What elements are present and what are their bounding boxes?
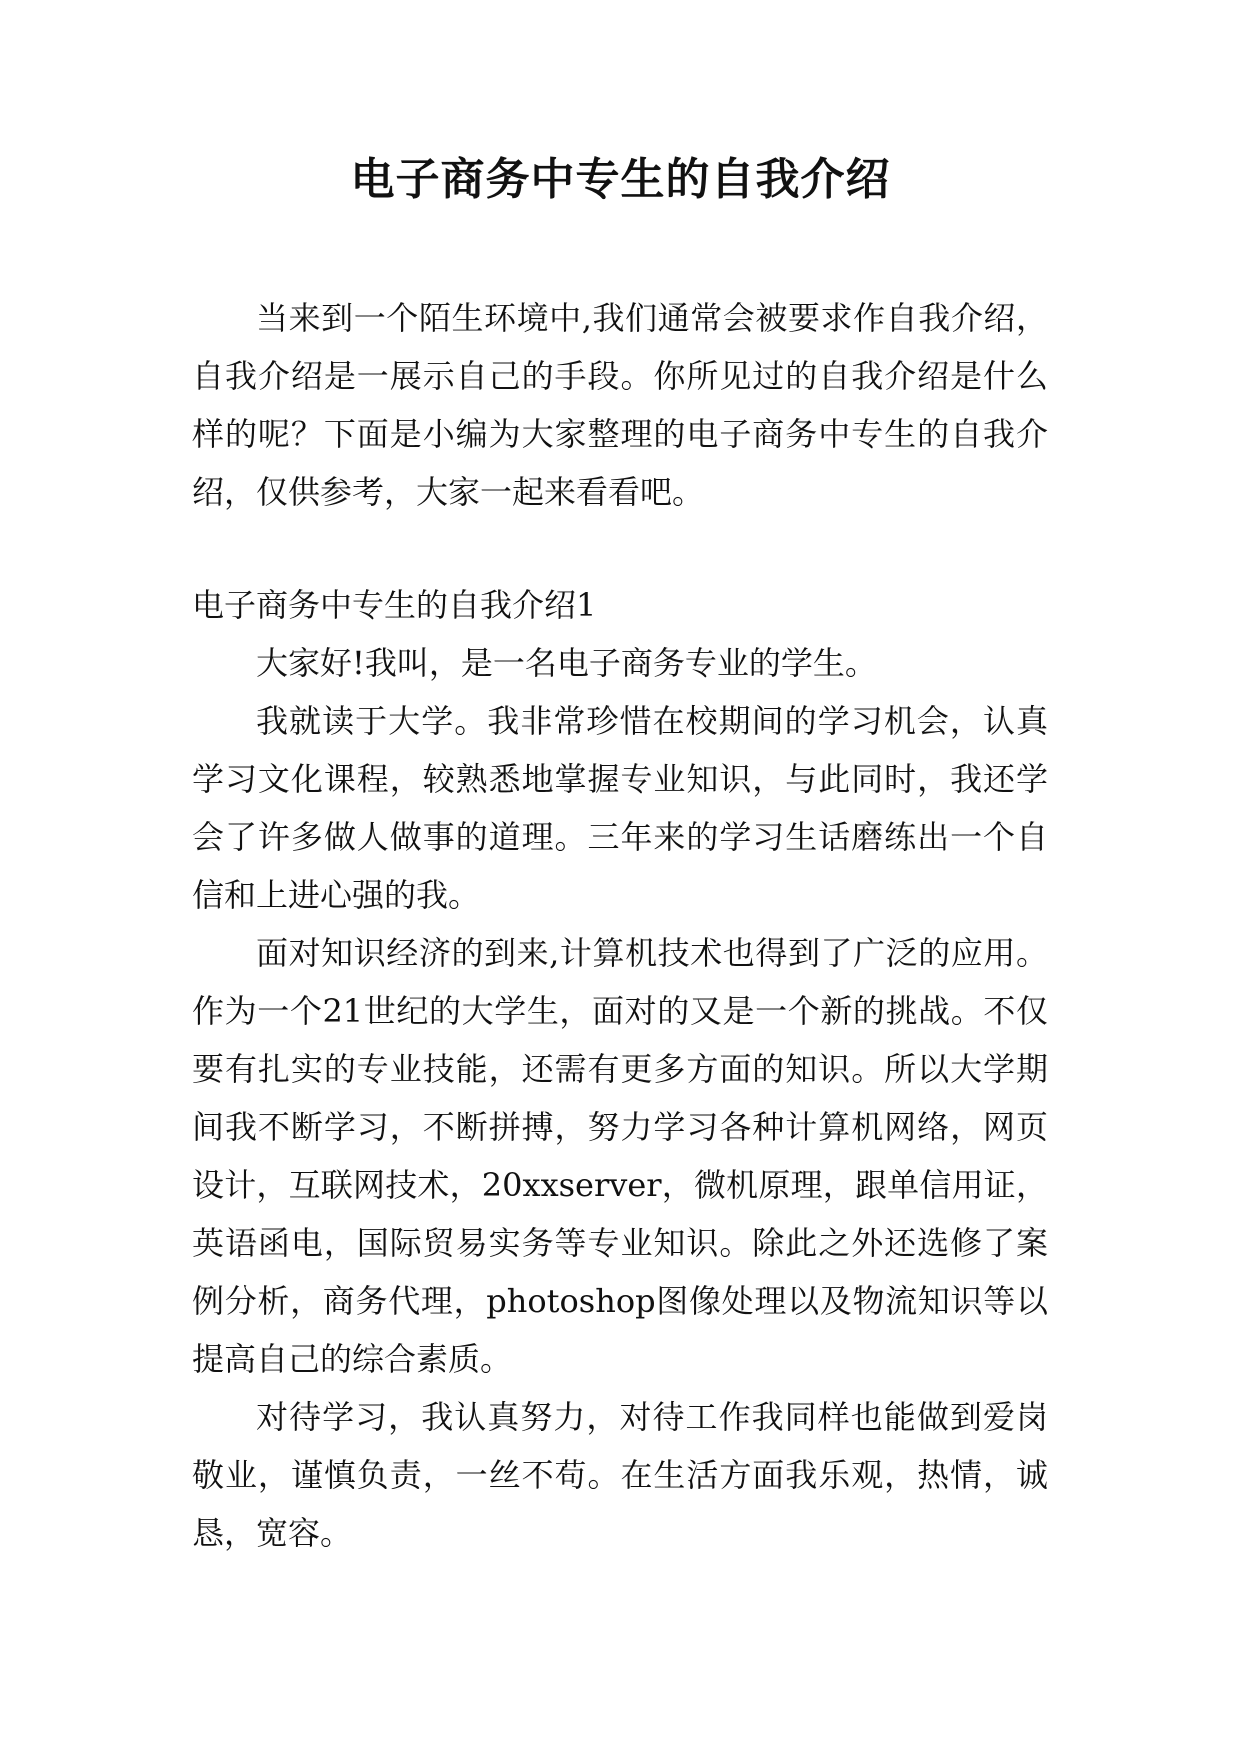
document-body [192,289,1048,1562]
body-paragraph-1: 大家好!我叫，是一名电子商务专业的学生。 [256,644,877,682]
body-paragraph-2: 我就读于大学。我非常珍惜在校期间的学习机会，认真学习文化课程，较熟悉地掌握专业知识，与此同时，我还学会了许多做人做事的道理。三年来的学习生话磨练出一个自信和上进心强的我。 [192,702,1048,914]
section-heading: 电子商务中专生的自我介绍1 [192,586,597,624]
intro-paragraph: 当来到一个陌生环境中,我们通常会被要求作自我介绍，自我介绍是一展示自己的手段。你所见过的自我介绍是什么样的呢？下面是小编为大家整理的电子商务中专生的自我介绍，仅供参考，大家一起来看看吧。 [192,299,1048,511]
body-paragraph-4: 对待学习，我认真努力，对待工作我同样也能做到爱岗敬业，谨慎负责，一丝不苟。在生活方面我乐观，热情，诚恳，宽容。 [192,1398,1048,1552]
document-title: 电子商务中专生的自我介绍 [350,154,891,205]
body-paragraph-3: 面对知识经济的到来,计算机技术也得到了广泛的应用。作为一个21世纪的大学生，面对的又是一个新的挑战。不仅要有扎实的专业技能，还需有更多方面的知识。所以大学期间我不断学习，不断拼搏，努力学习各种计算机网络，网页设计，互联网技术，20xxserver，微机原理，跟单信用证，英语函电，国际贸易实务等专业知识。除此之外还选修了案例分析，商务代理，photoshop图像处理以及物流知识等以提高自己的综合素质。 [192,934,1048,1378]
